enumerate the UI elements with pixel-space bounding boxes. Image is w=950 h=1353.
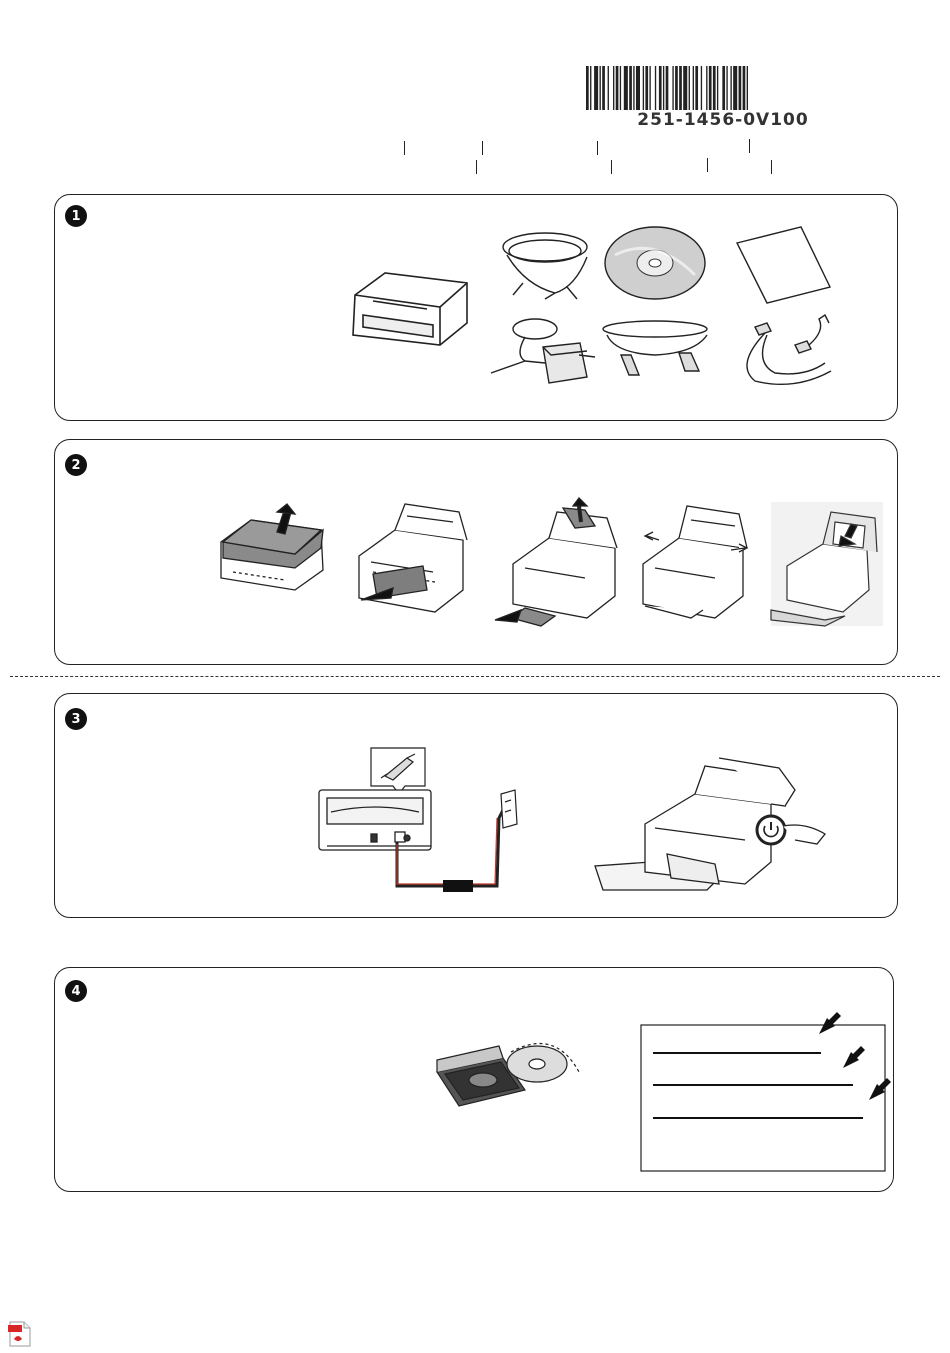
- barcode-number: 251-1456-0V100: [637, 110, 809, 130]
- barcode-bar: [659, 66, 662, 110]
- step-3-panel: [54, 693, 898, 918]
- barcode-bar: [709, 66, 712, 110]
- registration-tick: [482, 141, 483, 155]
- installer-menu-box: [641, 1012, 891, 1171]
- dashed-separator: [10, 676, 940, 677]
- barcode-bar: [672, 66, 673, 110]
- barcode-bar: [713, 66, 716, 110]
- power-connection-illustration: [55, 694, 899, 919]
- barcode-bar: [693, 66, 694, 110]
- barcode-bar: [590, 66, 591, 110]
- step-2-panel: [54, 439, 898, 665]
- remove-packaging-illustration: [221, 504, 323, 590]
- step-4-panel: [54, 967, 894, 1192]
- remove-tape-illustration: [359, 504, 467, 612]
- software-install-illustration: [55, 968, 895, 1193]
- barcode-bar: [675, 66, 678, 110]
- power-plug-callout: [371, 748, 425, 794]
- registration-tick: [707, 158, 708, 172]
- registration-tick: [611, 160, 612, 174]
- unpacking-steps-illustration: [55, 440, 899, 666]
- cd-drive-illustration: [437, 1044, 579, 1106]
- barcode-bar: [602, 66, 605, 110]
- wall-outlet-icon: [501, 790, 517, 828]
- power-adapter-icon: [491, 319, 595, 383]
- step-1-panel: [54, 194, 898, 421]
- registration-tick: [771, 160, 772, 174]
- power-cord-icon: [603, 321, 707, 375]
- barcode-bar: [717, 66, 718, 110]
- extend-trays-illustration: [643, 506, 747, 618]
- barcode-bar: [666, 66, 669, 110]
- registration-tick: [749, 139, 750, 153]
- barcode-bar: [629, 66, 632, 110]
- barcode-bar: [722, 66, 725, 110]
- open-output-tray-illustration: [495, 498, 617, 626]
- barcode-bar: [739, 66, 742, 110]
- barcode-bar: [706, 66, 707, 110]
- registration-tick: [597, 141, 598, 155]
- barcode-bar: [594, 66, 598, 110]
- cd-disc-icon: [605, 227, 705, 299]
- load-paper-illustration: [771, 502, 883, 626]
- barcode-bar: [683, 66, 687, 110]
- barcode-bar: [633, 66, 634, 110]
- barcode-bar: [643, 66, 644, 110]
- package-contents-illustration: [55, 195, 899, 422]
- barcode-bar: [663, 66, 664, 110]
- scanner-illustration: [353, 273, 467, 345]
- barcode-bar: [726, 66, 727, 110]
- scanner-rear-panel: [319, 790, 431, 850]
- barcode-bar: [636, 66, 640, 110]
- step-4-badge: 4: [65, 980, 87, 1002]
- barcode-bar: [733, 66, 737, 110]
- barcode-bar: [730, 66, 731, 110]
- barcode-bar: [747, 66, 748, 110]
- barcode: [586, 66, 860, 110]
- barcode-bar: [616, 66, 619, 110]
- ethernet-cable-icon: [747, 315, 831, 384]
- barcode-bar: [695, 66, 698, 110]
- barcode-bar: [600, 66, 601, 110]
- power-brick: [443, 880, 473, 892]
- barcode-bar: [701, 66, 702, 110]
- usb-cable-icon: [503, 233, 587, 299]
- registration-tick: [476, 160, 477, 174]
- registration-tick: [404, 141, 405, 155]
- barcode-bar: [620, 66, 621, 110]
- barcode-bar: [655, 66, 656, 110]
- barcode-bar: [743, 66, 746, 110]
- barcode-bar: [586, 66, 589, 110]
- power-on-illustration: [595, 758, 825, 890]
- step-3-badge: 3: [65, 708, 87, 730]
- barcode-bar: [608, 66, 609, 110]
- barcode-bar: [613, 66, 614, 110]
- pdf-file-icon: [8, 1321, 32, 1347]
- barcode-bar: [649, 66, 650, 110]
- step-1-badge: 1: [65, 205, 87, 227]
- document-sheet-icon: [737, 227, 830, 303]
- barcode-bar: [679, 66, 682, 110]
- barcode-bar: [689, 66, 690, 110]
- step-2-badge: 2: [65, 454, 87, 476]
- barcode-bar: [624, 66, 628, 110]
- barcode-bar: [645, 66, 648, 110]
